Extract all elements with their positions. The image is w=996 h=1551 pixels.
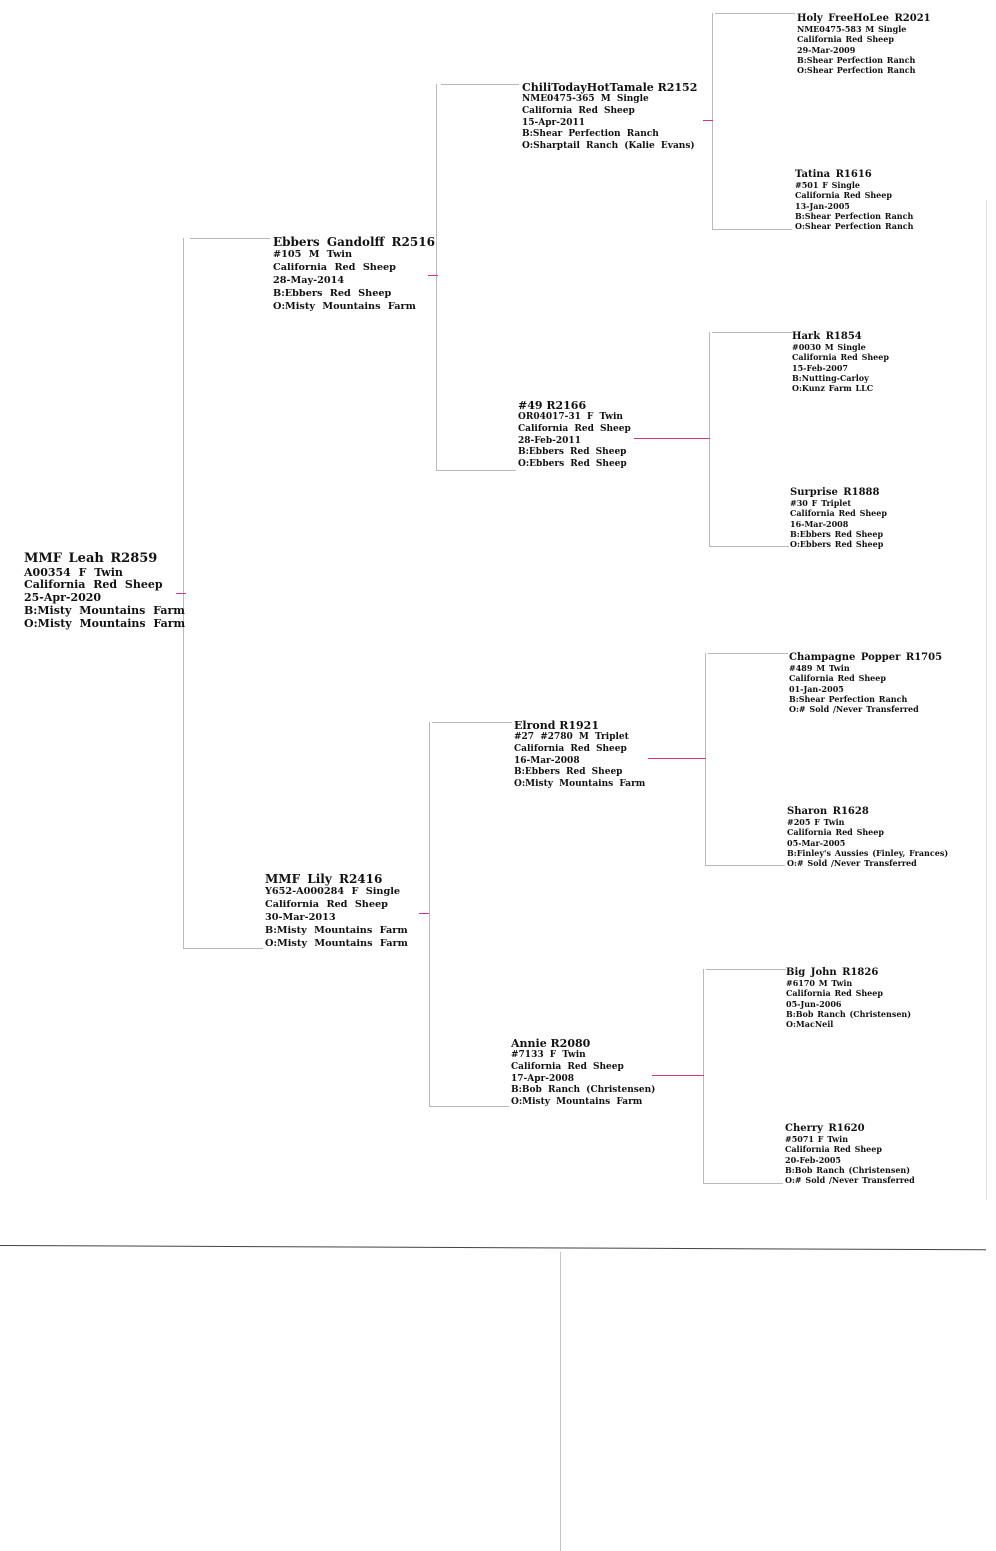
animal-breed: California Red Sheep: [787, 827, 884, 838]
connector-tick: [648, 758, 706, 759]
animal-breed: California Red Sheep: [786, 988, 883, 999]
bracket-gp2-bottom: [709, 546, 789, 547]
animal-id-line: #30 F Triplet: [790, 498, 852, 509]
bracket-sire-vertical: [436, 84, 437, 470]
bracket-gp1-top: [715, 13, 795, 14]
animal-name: #49 R2166: [518, 399, 587, 412]
animal-breed: California Red Sheep: [785, 1144, 882, 1155]
dam-entry: [265, 873, 408, 951]
animal-breed: California Red Sheep: [792, 352, 889, 363]
page-fold-line: [560, 1252, 561, 1551]
animal-name: MMF Lily R2416: [265, 872, 383, 886]
animal-dob: 28-Feb-2011: [518, 435, 581, 446]
bracket-gp3-top: [708, 653, 788, 654]
animal-breed: California Red Sheep: [522, 106, 635, 116]
animal-name: Champagne Popper R1705: [789, 652, 943, 663]
bracket-gen0-bottom: [183, 948, 263, 949]
animal-dob: 16-Mar-2008: [514, 755, 580, 766]
animal-breeder: B:Misty Mountains Farm: [24, 604, 185, 618]
animal-owner: O:Misty Mountains Farm: [514, 779, 646, 790]
page-bottom-rule: [0, 1245, 986, 1250]
animal-breeder: B:Bob Ranch (Christensen): [786, 1008, 912, 1019]
animal-owner: O:Kunz Farm LLC: [792, 383, 874, 394]
animal-owner: O:Shear Perfection Ranch: [795, 221, 914, 232]
bracket-dam-vertical: [429, 722, 430, 1106]
ggp-entry-4: [790, 487, 887, 549]
animal-name: Elrond R1921: [514, 719, 599, 732]
animal-id-line: #6170 M Twin: [786, 978, 853, 989]
animal-name: Sharon R1628: [787, 806, 869, 817]
animal-id-line: #5071 F Twin: [785, 1134, 849, 1145]
animal-owner: O:Ebbers Red Sheep: [518, 459, 627, 470]
animal-breed: California Red Sheep: [265, 899, 388, 911]
animal-id-line: #0030 M Single: [792, 342, 866, 353]
animal-owner: O:# Sold /Never Transferred: [787, 858, 917, 869]
bracket-gp4-bottom: [703, 1183, 783, 1184]
animal-breeder: B:Bob Ranch (Christensen): [511, 1085, 656, 1096]
animal-id-line: #27 #2780 M Triplet: [514, 732, 629, 743]
animal-dob: 15-Feb-2007: [792, 362, 848, 373]
animal-breed: California Red Sheep: [511, 1062, 624, 1072]
animal-owner: O:Ebbers Red Sheep: [790, 539, 884, 550]
ggp-entry-1: [797, 13, 931, 75]
animal-name: Ebbers Gandolff R2516: [273, 235, 435, 249]
connector-tick: [652, 1075, 704, 1076]
dam-dam-entry: [511, 1038, 655, 1109]
animal-owner: O:Sharptail Ranch (Kalie Evans): [522, 141, 695, 152]
animal-id-line: #105 M Twin: [273, 249, 353, 261]
bracket-gen0-top: [190, 238, 270, 239]
animal-owner: O:MacNeil: [786, 1019, 834, 1030]
ggp-entry-6: [787, 806, 948, 868]
animal-name: Big John R1826: [786, 967, 879, 978]
animal-breeder: B:Ebbers Red Sheep: [518, 447, 627, 458]
animal-owner: O:# Sold /Never Transferred: [789, 704, 919, 715]
sire-entry: [273, 236, 435, 314]
animal-breeder: B:Ebbers Red Sheep: [514, 767, 623, 778]
animal-id-line: #489 M Twin: [789, 663, 850, 674]
ggp-entry-3: [792, 331, 889, 393]
animal-owner: O:Misty Mountains Farm: [24, 616, 186, 630]
animal-owner: O:Shear Perfection Ranch: [797, 65, 916, 76]
animal-id-line: NME0475-365 M Single: [522, 94, 649, 105]
sire-dam-entry: [518, 400, 631, 471]
animal-breed: California Red Sheep: [789, 673, 886, 684]
bracket-gp1-bottom: [712, 229, 792, 230]
ggp-entry-5: [789, 652, 942, 714]
animal-id-line: Y652-A000284 F Single: [265, 886, 401, 898]
animal-name: MMF Leah R2859: [24, 551, 158, 566]
animal-dob: 01-Jan-2005: [789, 683, 844, 694]
animal-name: Cherry R1620: [785, 1123, 865, 1134]
bracket-gp4-top: [706, 969, 786, 970]
animal-id-line: A00354 F Twin: [24, 565, 123, 579]
subject-entry: [24, 552, 185, 631]
bracket-gp2-top: [712, 332, 792, 333]
animal-breeder: B:Bob Ranch (Christensen): [785, 1164, 911, 1175]
animal-id-line: #501 F Single: [795, 180, 861, 191]
animal-breeder: B:Shear Perfection Ranch: [522, 129, 659, 140]
animal-name: Holy FreeHoLee R2021: [797, 13, 931, 24]
bracket-dam-top: [432, 722, 512, 723]
bracket-gp4-vertical: [703, 969, 704, 1183]
animal-breed: California Red Sheep: [795, 190, 892, 201]
animal-breeder: B:Shear Perfection Ranch: [797, 54, 916, 65]
animal-id-line: #205 F Twin: [787, 817, 845, 828]
animal-dob: 30-Mar-2013: [265, 912, 336, 924]
connector-tick: [703, 120, 713, 121]
animal-breeder: B:Shear Perfection Ranch: [795, 210, 914, 221]
animal-name: Hark R1854: [792, 331, 862, 342]
bracket-gp3-bottom: [705, 865, 785, 866]
connector-tick: [634, 438, 710, 439]
animal-dob: 17-Apr-2008: [511, 1073, 575, 1084]
bracket-sire-top: [441, 84, 519, 85]
animal-id-line: NME0475-583 M Single: [797, 24, 907, 35]
animal-owner: O:Misty Mountains Farm: [511, 1097, 643, 1108]
animal-dob: 05-Mar-2005: [787, 837, 846, 848]
animal-owner: O:Misty Mountains Farm: [273, 301, 416, 312]
ggp-entry-2: [795, 169, 914, 231]
animal-breed: California Red Sheep: [797, 34, 894, 45]
animal-breed: California Red Sheep: [24, 578, 163, 592]
animal-breeder: B:Ebbers Red Sheep: [273, 288, 392, 300]
bracket-gp3-vertical: [705, 653, 706, 865]
animal-breeder: B:Shear Perfection Ranch: [789, 693, 908, 704]
animal-breed: California Red Sheep: [514, 744, 627, 754]
page-edge-line: [986, 200, 987, 1200]
animal-id-line: OR04017-31 F Twin: [518, 412, 623, 423]
animal-dob: 05-Jun-2006: [786, 998, 842, 1009]
animal-name: ChiliTodayHotTamale R2152: [522, 81, 698, 94]
animal-breed: California Red Sheep: [273, 262, 396, 274]
animal-breed: California Red Sheep: [790, 508, 887, 519]
dam-sire-entry: [514, 720, 645, 791]
animal-dob: 15-Apr-2011: [522, 117, 586, 128]
animal-name: Tatina R1616: [795, 169, 872, 180]
sire-sire-entry: [522, 82, 697, 153]
bracket-gp2-vertical: [709, 332, 710, 546]
ggp-entry-8: [785, 1123, 915, 1185]
animal-breed: California Red Sheep: [518, 424, 631, 434]
animal-breeder: B:Nutting-Carloy: [792, 372, 869, 383]
animal-dob: 28-May-2014: [273, 275, 345, 287]
bracket-gp1-vertical: [712, 13, 713, 229]
bracket-dam-bottom: [429, 1106, 509, 1107]
animal-name: Annie R2080: [511, 1037, 591, 1050]
animal-owner: O:Misty Mountains Farm: [265, 938, 408, 949]
animal-breeder: B:Finley's Aussies (Finley, Frances): [787, 847, 949, 858]
bracket-sire-bottom: [436, 470, 516, 471]
animal-dob: 16-Mar-2008: [790, 518, 849, 529]
animal-breeder: B:Ebbers Red Sheep: [790, 528, 884, 539]
animal-dob: 25-Apr-2020: [24, 591, 102, 605]
animal-name: Surprise R1888: [790, 487, 880, 498]
animal-id-line: #7133 F Twin: [511, 1050, 586, 1061]
connector-tick: [419, 913, 429, 914]
animal-dob: 20-Feb-2005: [785, 1154, 841, 1165]
animal-dob: 29-Mar-2009: [797, 44, 856, 55]
animal-dob: 13-Jan-2005: [795, 200, 850, 211]
ggp-entry-7: [786, 967, 911, 1029]
animal-owner: O:# Sold /Never Transferred: [785, 1175, 915, 1186]
animal-breeder: B:Misty Mountains Farm: [265, 925, 408, 937]
